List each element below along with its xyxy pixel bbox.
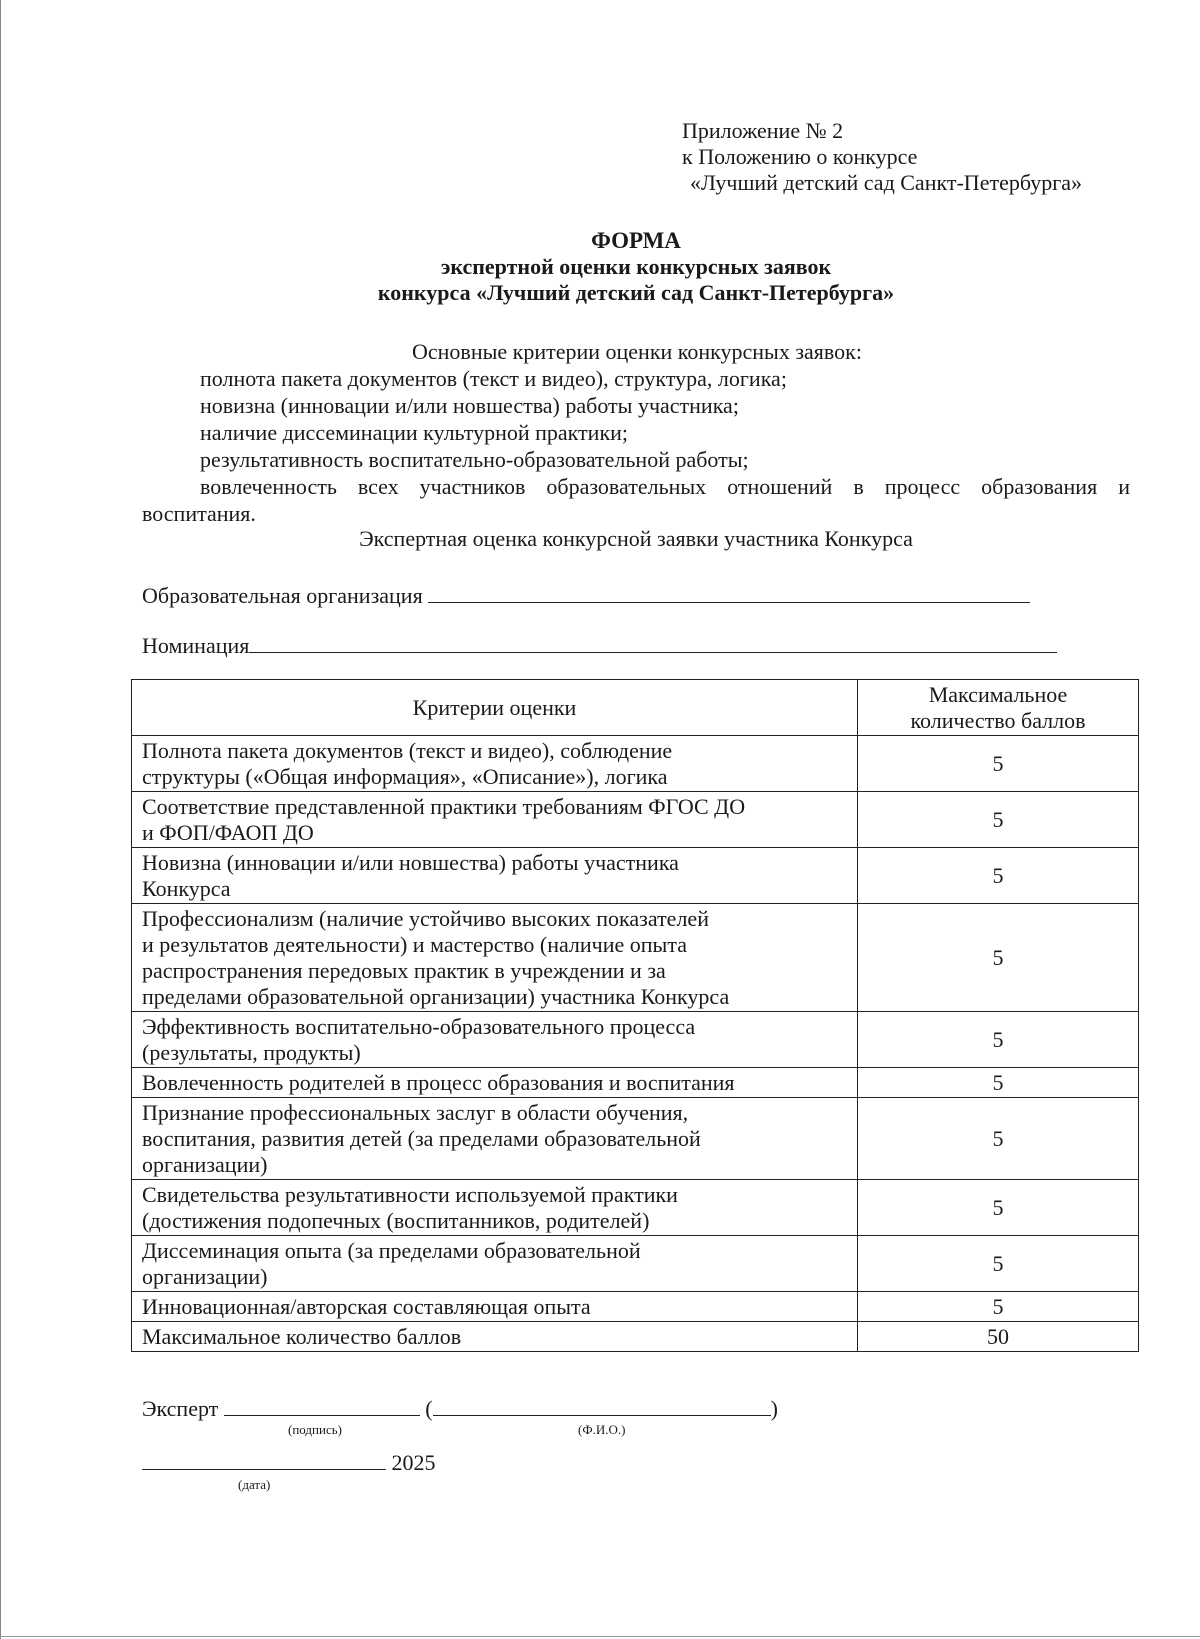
appendix-line-1: Приложение № 2 [682,118,844,143]
total-label: Максимальное количество баллов [132,1322,858,1352]
criteria-intro-item-last-cont: воспитания. [142,501,256,526]
criterion-text-line: Вовлеченность родителей в процесс образования и воспитания [142,1070,735,1095]
nomination-field [142,632,1057,659]
expert-evaluation-heading: Экспертная оценка конкурсной заявки участника Конкурса [359,526,913,551]
max-score-cell: 5 [858,1236,1139,1292]
criteria-intro-heading: Основные критерии оценки конкурсных заявок: [412,339,862,364]
table-row [132,1292,1139,1322]
close-paren: ) [770,1396,778,1421]
organization-input-line[interactable] [428,582,1030,603]
nomination-label: Номинация [142,633,250,658]
page-edge-bottom [0,1636,1200,1637]
header-max-score-line-1: Максимальное [928,682,1068,707]
year-text: 2025 [391,1450,436,1475]
document-title [142,228,1130,306]
criteria-table [131,679,1139,1352]
max-score-cell: 5 [858,792,1139,848]
appendix-line-3: «Лучший детский сад Санкт-Петербурга» [690,170,1082,195]
criterion-text-line: (достижения подопечных (воспитанников, родителей) [142,1208,650,1233]
table-row [132,792,1139,848]
criterion-text-line: Эффективность воспитательно-образовательного процесса [142,1014,696,1039]
fio-input-line[interactable] [433,1397,771,1416]
criterion-cell [132,1068,858,1098]
title-line-2: экспертной оценки конкурсных заявок [440,254,832,279]
criteria-table-body [132,736,1139,1322]
criteria-intro-item: полнота пакета документов (текст и видео), структура, логика; [200,366,787,391]
max-score-cell: 5 [858,848,1139,904]
criterion-cell [132,904,858,1012]
criterion-cell [132,1098,858,1180]
table-row [132,1236,1139,1292]
page-edge-left [0,0,1,1639]
criterion-text-line: и ФОП/ФАОП ДО [142,820,314,845]
max-score-cell: 5 [858,1292,1139,1322]
title-line-3: конкурса «Лучший детский сад Санкт-Петербурга» [377,280,895,305]
signature-input-line[interactable] [224,1397,420,1416]
title-line-1: ФОРМА [591,228,681,253]
criterion-cell [132,736,858,792]
criterion-text-line: Соответствие представленной практики требованиям ФГОС ДО [142,794,746,819]
table-total-row [132,1322,1139,1352]
criterion-text-line: Полнота пакета документов (текст и видео), соблюдение [142,738,673,763]
max-score-cell: 5 [858,904,1139,1012]
criterion-cell [132,1180,858,1236]
table-row [132,1068,1139,1098]
total-value: 50 [858,1322,1139,1352]
date-input-line[interactable] [142,1451,386,1470]
criterion-text-line: Свидетельства результативности используемой практики [142,1182,678,1207]
date-caption: (дата) [238,1477,271,1492]
appendix-line-2: к Положению о конкурсе [682,144,918,169]
criterion-text-line: организации) [142,1152,268,1177]
criterion-cell [132,1236,858,1292]
criterion-text-line: Диссеминация опыта (за пределами образовательной [142,1238,641,1263]
criterion-text-line: Признание профессиональных заслуг в области обучения, [142,1100,689,1125]
max-score-cell: 5 [858,1068,1139,1098]
organization-label: Образовательная организация [142,583,423,608]
criterion-text-line: и результатов деятельности) и мастерство (наличие опыта [142,932,687,957]
table-row [132,1098,1139,1180]
criteria-intro-item: результативность воспитательно-образовательной работы; [200,447,749,472]
table-row [132,848,1139,904]
max-score-cell: 5 [858,1012,1139,1068]
criterion-text-line: (результаты, продукты) [142,1040,361,1065]
criterion-text-line: воспитания, развития детей (за пределами образовательной [142,1126,701,1151]
expert-label: Эксперт [142,1396,219,1421]
criterion-text-line: организации) [142,1264,268,1289]
expert-signature-line [142,1396,778,1422]
criteria-intro-item: новизна (инновации и/или новшества) работы участника; [200,393,739,418]
appendix-note [682,118,1082,196]
nomination-input-line[interactable] [249,632,1057,653]
criterion-cell [132,1292,858,1322]
criterion-cell [132,848,858,904]
criterion-text-line: распространения передовых практик в учреждении и за [142,958,666,983]
max-score-cell: 5 [858,1098,1139,1180]
criterion-text-line: Конкурса [142,876,231,901]
criteria-intro-item-last: вовлеченность всех участников образовательных отношений в процесс образования и [200,474,1130,499]
fio-caption: (Ф.И.О.) [578,1422,626,1437]
date-line [142,1450,436,1476]
organization-field [142,582,1030,609]
criterion-text-line: структуры («Общая информация», «Описание»), логика [142,764,668,789]
criterion-text-line: пределами образовательной организации) участника Конкурса [142,984,730,1009]
table-row [132,1180,1139,1236]
signature-caption: (подпись) [288,1422,342,1437]
header-criteria: Критерии оценки [132,680,858,736]
criterion-text-line: Инновационная/авторская составляющая опыта [142,1294,591,1319]
criteria-intro-item: наличие диссеминации культурной практики; [200,420,629,445]
max-score-cell: 5 [858,1180,1139,1236]
table-header-row [132,680,1139,736]
criteria-intro [142,338,1130,527]
table-row [132,736,1139,792]
criterion-text-line: Профессионализм (наличие устойчиво высоких показателей [142,906,709,931]
header-max-score [858,680,1139,736]
criterion-cell [132,792,858,848]
table-row [132,904,1139,1012]
criterion-text-line: Новизна (инновации и/или новшества) работы участника [142,850,679,875]
table-row [132,1012,1139,1068]
open-paren: ( [425,1396,433,1421]
header-max-score-line-2: количество баллов [910,708,1086,733]
criterion-cell [132,1012,858,1068]
max-score-cell: 5 [858,736,1139,792]
